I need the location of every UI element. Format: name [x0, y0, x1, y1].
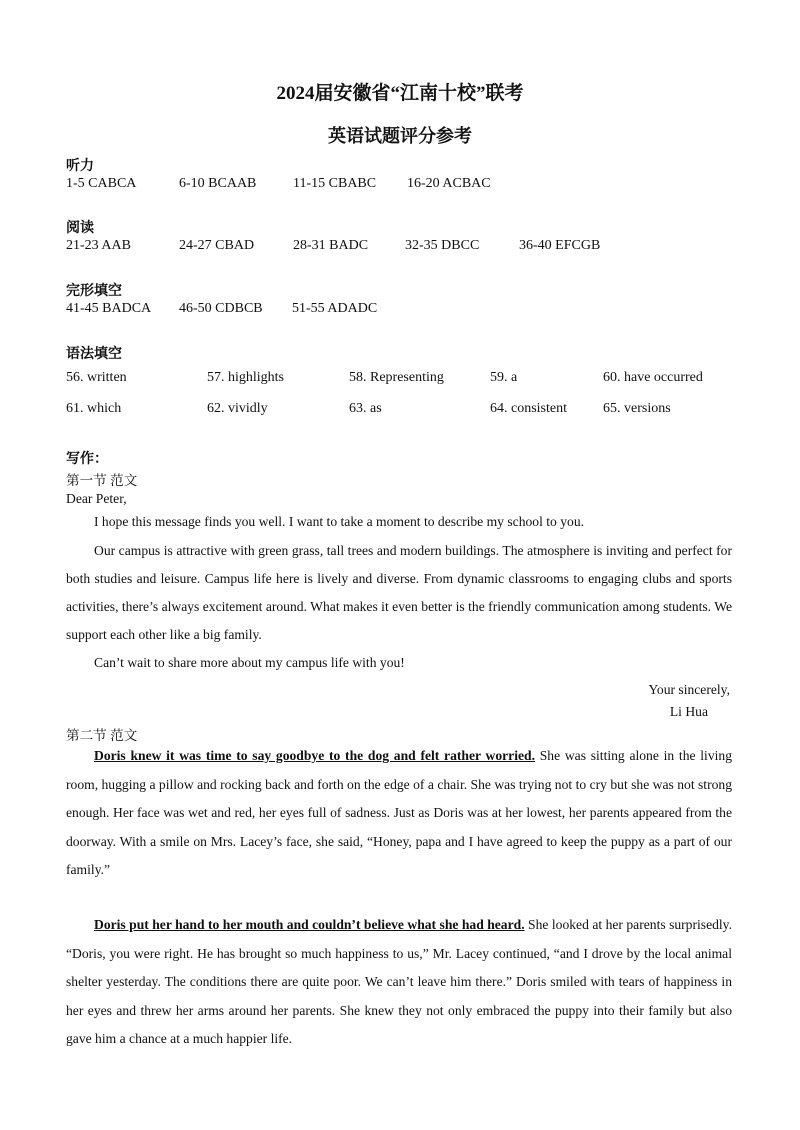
answer-group: 36-40 EFCGB	[519, 238, 601, 253]
letter-paragraph: Our campus is attractive with green grass, tall trees and modern buildings. The atmosphere is inviting and perfect for both studies and leisure. Campus life here is lively and diverse. From dynamic classrooms to engaging clubs and sports activities, there’s always excitement around. What makes it even better is the friendly communication among students. We support each other like a big family.	[66, 543, 732, 642]
answer-item: 65. versions	[603, 401, 671, 416]
page-subtitle: 英语试题评分参考	[328, 126, 472, 146]
letter-closing: Your sincerely,	[648, 682, 730, 697]
answer-item: 63. as	[349, 401, 382, 416]
letter-paragraph: I hope this message finds you well. I want to take a moment to describe my school to you.	[94, 514, 585, 529]
answer-group: 11-15 CBABC	[293, 176, 377, 191]
story-paragraph	[66, 911, 732, 1054]
letter-paragraph: Can’t wait to share more about my campus life with you!	[94, 655, 405, 670]
part1-label: 第一节 范文	[66, 473, 138, 488]
cloze-heading: 完形填空	[66, 284, 122, 299]
part2-label: 第二节 范文	[66, 728, 138, 743]
answer-item: 60. have occurred	[603, 370, 703, 385]
writing-heading: 写作：	[66, 452, 108, 467]
letter-signature: Li Hua	[669, 704, 708, 719]
answer-item: 64. consistent	[490, 401, 567, 416]
listening-heading: 听力	[66, 159, 94, 174]
answer-item: 59. a	[490, 370, 518, 385]
story-lead-sentence: Doris put her hand to her mouth and couldn’t believe what she had heard.	[94, 917, 525, 932]
grammar-heading: 语法填空	[66, 347, 122, 362]
story-lead-sentence: Doris knew it was time to say goodbye to the dog and felt rather worried.	[94, 748, 535, 763]
answer-item: 61. which	[66, 401, 122, 416]
answer-item: 56. written	[66, 370, 127, 385]
answer-group: 21-23 AAB	[66, 238, 131, 253]
page-title: 2024届安徽省“江南十校”联考	[276, 83, 524, 104]
story-text: She was sitting alone in the living room, hugging a pillow and rocking back and forth on the edge of a chair. She was trying not to cry but she was not strong enough. Her face was wet and red, her eyes full of sadness. Just as Doris was at her lowest, her parents appeared from the doorway. With a smile on Mrs. Lacey’s face, she said, “Honey, papa and I have agreed to keep the puppy as a part of our family.”	[66, 748, 732, 877]
answer-group: 51-55 ADADC	[292, 301, 378, 316]
reading-heading: 阅读	[66, 221, 94, 236]
answer-group: 6-10 BCAAB	[179, 176, 257, 191]
story-paragraph	[66, 742, 732, 885]
answer-group: 46-50 CDBCB	[179, 301, 263, 316]
answer-item: 62. vividly	[207, 401, 268, 416]
answer-item: 57. highlights	[207, 370, 285, 385]
answer-group: 16-20 ACBAC	[407, 176, 491, 191]
answer-group: 24-27 CBAD	[179, 238, 255, 253]
letter-salutation: Dear Peter,	[66, 491, 127, 506]
answer-group: 28-31 BADC	[293, 238, 369, 253]
story-text: She looked at her parents surprisedly. “Doris, you were right. He has brought so much happiness to us,” Mr. Lacey continued, “and I drove by the local animal shelter yesterday. The conditions there are quite poor. We can’t leave him there.” Doris smiled with tears of happiness in her eyes and threw her arms around her parents. She knew they not only embraced the puppy into their family but also gave him a chance at a much happier life.	[66, 917, 732, 1046]
answer-group: 41-45 BADCA	[66, 301, 152, 316]
answer-group: 32-35 DBCC	[405, 238, 480, 253]
answer-group: 1-5 CABCA	[66, 176, 137, 191]
answer-item: 58. Representing	[349, 370, 444, 385]
